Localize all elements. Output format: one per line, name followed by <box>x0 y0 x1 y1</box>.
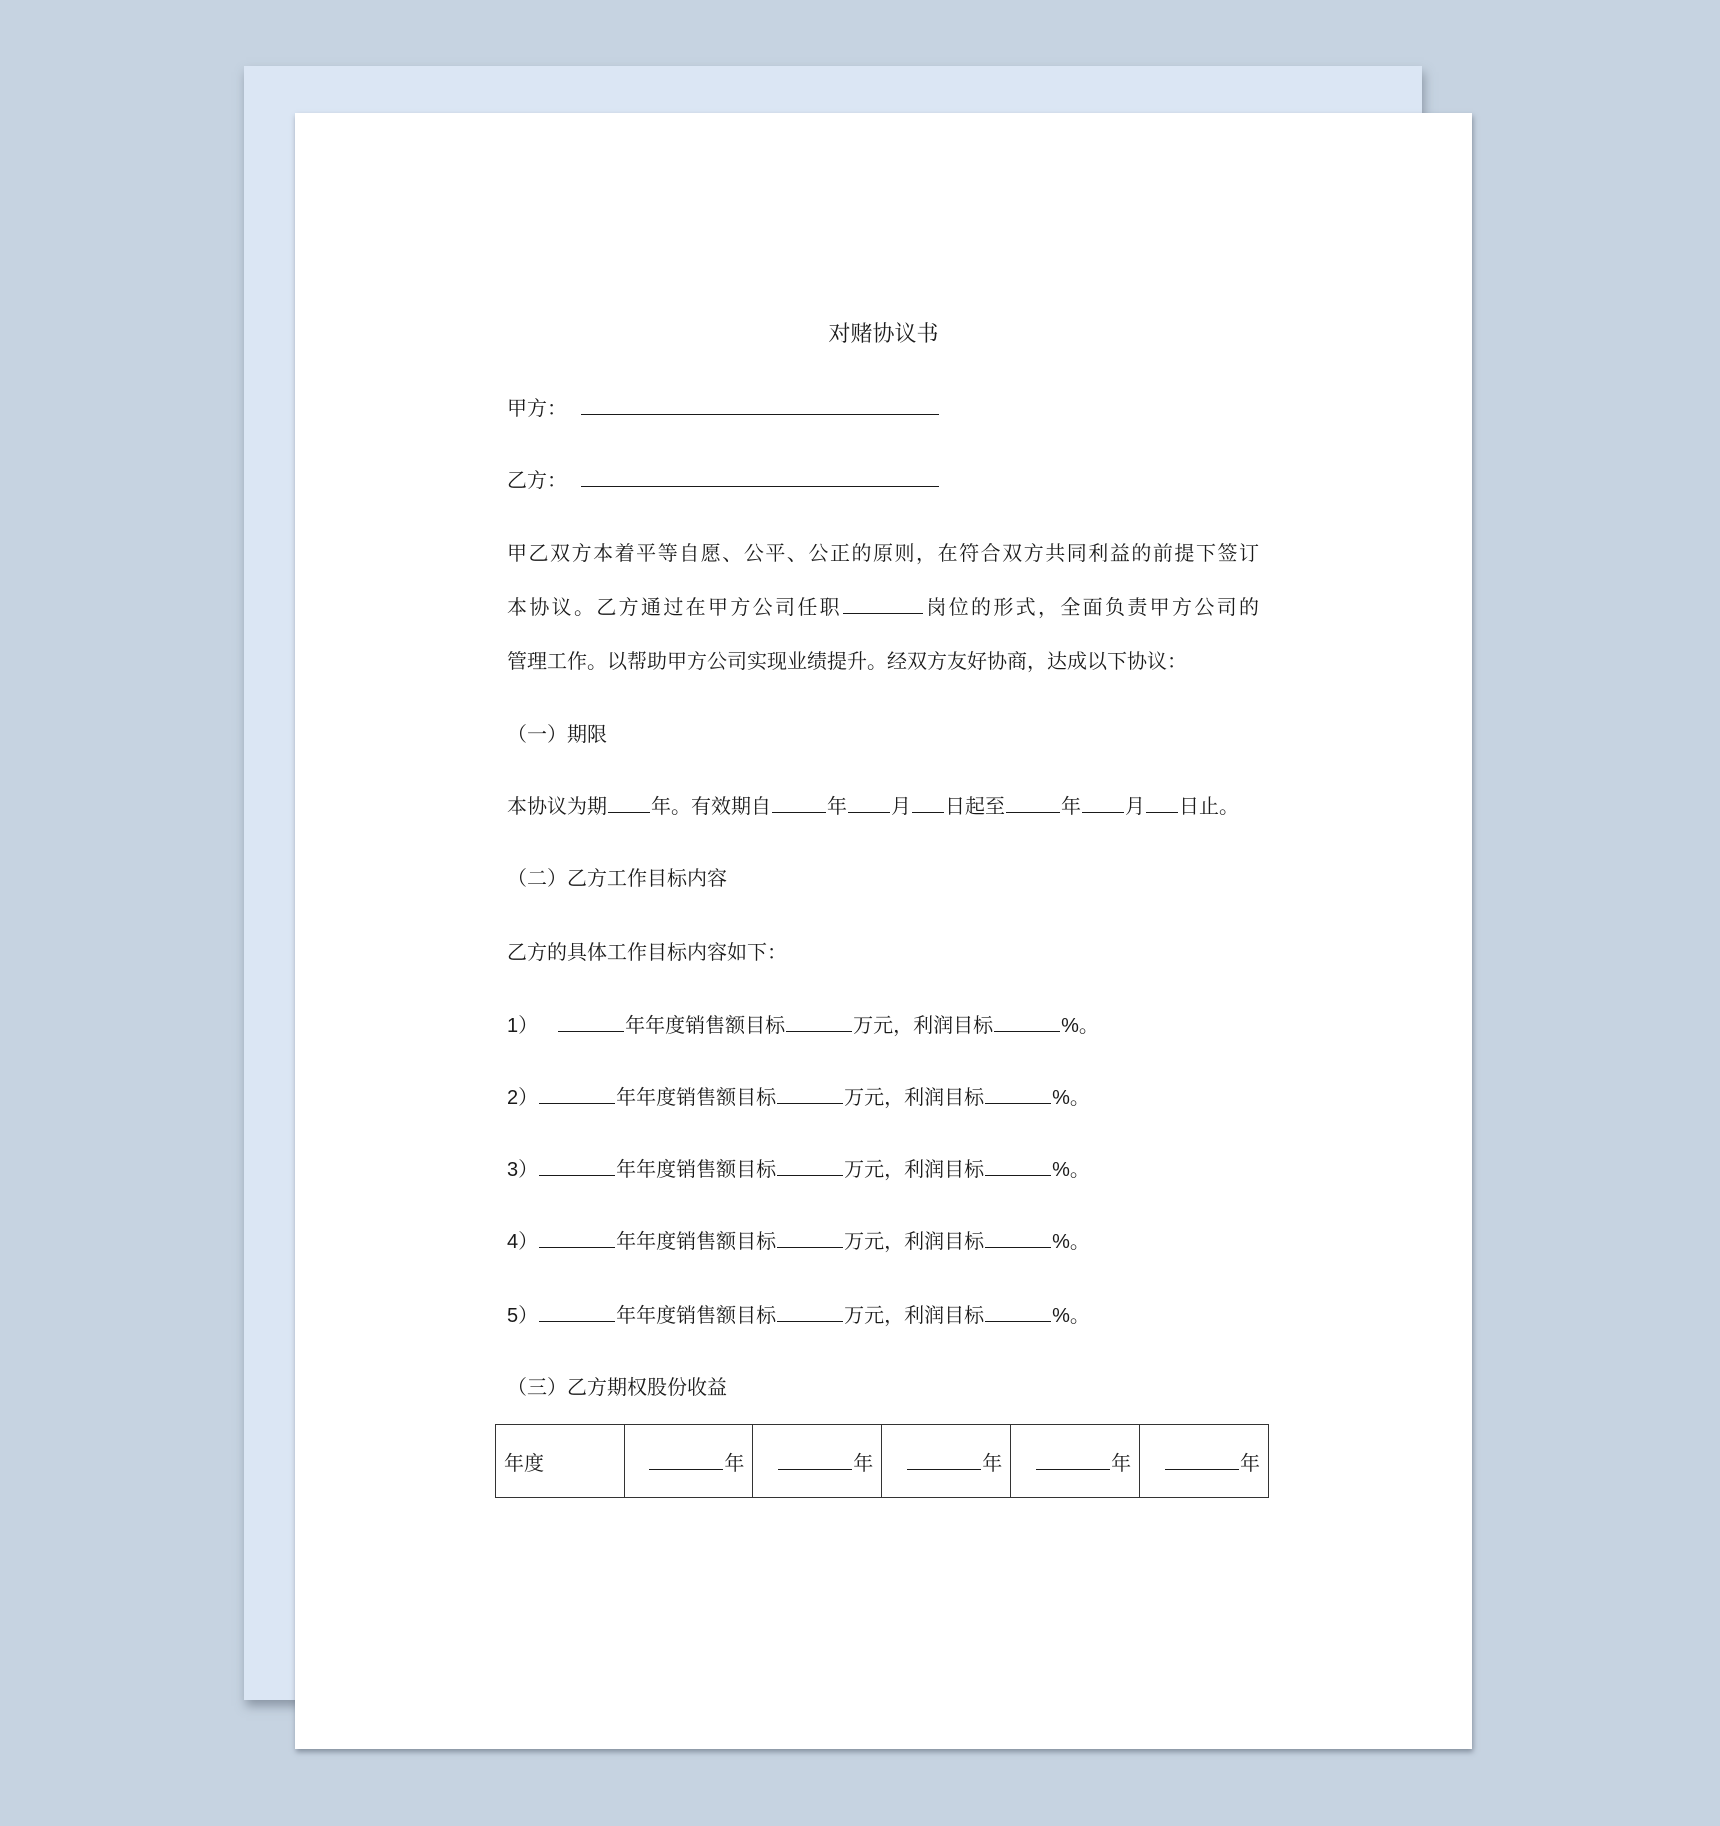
target-item-3 <box>507 1157 1090 1181</box>
year-cell[interactable] <box>882 1425 1011 1498</box>
item-text: %。 <box>1052 1159 1090 1181</box>
party-b-line <box>507 468 940 492</box>
party-a-label: 甲方： <box>507 396 567 420</box>
intro-line-2 <box>507 595 1259 619</box>
item-text: 年年度销售额目标 <box>625 1013 786 1037</box>
term-years-field[interactable] <box>608 794 650 813</box>
year-cell[interactable] <box>753 1425 882 1498</box>
year-cell[interactable] <box>624 1425 753 1498</box>
start-year-field[interactable] <box>772 794 826 813</box>
item-text: 年年度销售额目标 <box>616 1229 777 1253</box>
item-text: %。 <box>1052 1305 1090 1327</box>
target-item-5 <box>507 1303 1090 1327</box>
section-3-heading: （三）乙方期权股份收益 <box>507 1375 727 1399</box>
intro-line-2-after: 岗位的形式，全面负责甲方公司的 <box>924 595 1259 619</box>
item-text: 万元，利润目标 <box>853 1013 994 1037</box>
profit-field[interactable] <box>985 1085 1051 1104</box>
year-field[interactable] <box>1036 1451 1110 1470</box>
document-title: 对赌协议书 <box>828 322 939 347</box>
item-text: 万元，利润目标 <box>844 1229 985 1253</box>
item-text: %。 <box>1052 1231 1090 1253</box>
item-number: 1） <box>507 1015 539 1037</box>
year-field[interactable] <box>1165 1451 1239 1470</box>
item-number: 5） <box>507 1305 539 1327</box>
profit-field[interactable] <box>985 1157 1051 1176</box>
item-number: 3） <box>507 1159 539 1181</box>
year-suffix: 年 <box>853 1450 874 1475</box>
term-text: 年 <box>827 794 847 818</box>
item-text: 年年度销售额目标 <box>616 1157 777 1181</box>
section-2-intro: 乙方的具体工作目标内容如下： <box>507 940 787 964</box>
start-day-field[interactable] <box>912 794 944 813</box>
row-label-cell: 年度 <box>496 1425 625 1498</box>
end-year-field[interactable] <box>1006 794 1060 813</box>
party-b-field[interactable] <box>581 468 939 487</box>
item-text: %。 <box>1061 1015 1099 1037</box>
profit-field[interactable] <box>985 1303 1051 1322</box>
target-item-1 <box>507 1013 1099 1037</box>
end-day-field[interactable] <box>1146 794 1178 813</box>
item-text: 万元，利润目标 <box>844 1303 985 1327</box>
party-a-line <box>507 396 940 420</box>
position-field[interactable] <box>843 595 923 614</box>
year-field[interactable] <box>539 1229 615 1248</box>
section-1-heading: （一）期限 <box>507 722 607 746</box>
year-field[interactable] <box>907 1451 981 1470</box>
party-b-label: 乙方： <box>507 468 567 492</box>
year-field[interactable] <box>778 1451 852 1470</box>
sales-field[interactable] <box>777 1303 843 1322</box>
sales-field[interactable] <box>786 1013 852 1032</box>
party-a-field[interactable] <box>581 396 939 415</box>
year-cell[interactable] <box>1140 1425 1269 1498</box>
profit-field[interactable] <box>994 1013 1060 1032</box>
start-month-field[interactable] <box>848 794 890 813</box>
year-suffix: 年 <box>724 1450 745 1475</box>
sales-field[interactable] <box>777 1157 843 1176</box>
table-row <box>496 1425 1269 1498</box>
year-suffix: 年 <box>1240 1450 1260 1475</box>
intro-line-2-before: 本协议。乙方通过在甲方公司任职 <box>507 595 842 619</box>
term-text: 日止。 <box>1179 794 1239 818</box>
item-text: 万元，利润目标 <box>844 1157 985 1181</box>
item-text: 年年度销售额目标 <box>616 1303 777 1327</box>
target-item-4 <box>507 1229 1090 1253</box>
equity-table <box>495 1424 1269 1498</box>
term-text: 本协议为期 <box>507 794 607 818</box>
profit-field[interactable] <box>985 1229 1051 1248</box>
end-month-field[interactable] <box>1082 794 1124 813</box>
target-item-2 <box>507 1085 1090 1109</box>
year-cell[interactable] <box>1011 1425 1140 1498</box>
item-number: 4） <box>507 1231 539 1253</box>
year-field[interactable] <box>649 1451 723 1470</box>
document-page <box>295 113 1472 1749</box>
term-text: 月 <box>891 794 911 818</box>
intro-line-1: 甲乙双方本着平等自愿、公平、公正的原则，在符合双方共同利益的前提下签订 <box>507 541 1259 565</box>
item-text: %。 <box>1052 1087 1090 1109</box>
year-field[interactable] <box>539 1303 615 1322</box>
item-text: 年年度销售额目标 <box>616 1085 777 1109</box>
term-text: 年 <box>1061 794 1081 818</box>
item-number: 2） <box>507 1087 539 1109</box>
year-field[interactable] <box>558 1013 624 1032</box>
term-text: 年。有效期自 <box>651 794 771 818</box>
year-suffix: 年 <box>982 1450 1003 1475</box>
term-text: 月 <box>1125 794 1145 818</box>
term-line <box>507 794 1239 818</box>
item-text: 万元，利润目标 <box>844 1085 985 1109</box>
section-2-heading: （二）乙方工作目标内容 <box>507 866 727 890</box>
intro-line-3: 管理工作。以帮助甲方公司实现业绩提升。经双方友好协商，达成以下协议： <box>507 649 1187 673</box>
sales-field[interactable] <box>777 1085 843 1104</box>
sales-field[interactable] <box>777 1229 843 1248</box>
year-suffix: 年 <box>1111 1450 1132 1475</box>
term-text: 日起至 <box>945 794 1005 818</box>
year-field[interactable] <box>539 1157 615 1176</box>
year-field[interactable] <box>539 1085 615 1104</box>
